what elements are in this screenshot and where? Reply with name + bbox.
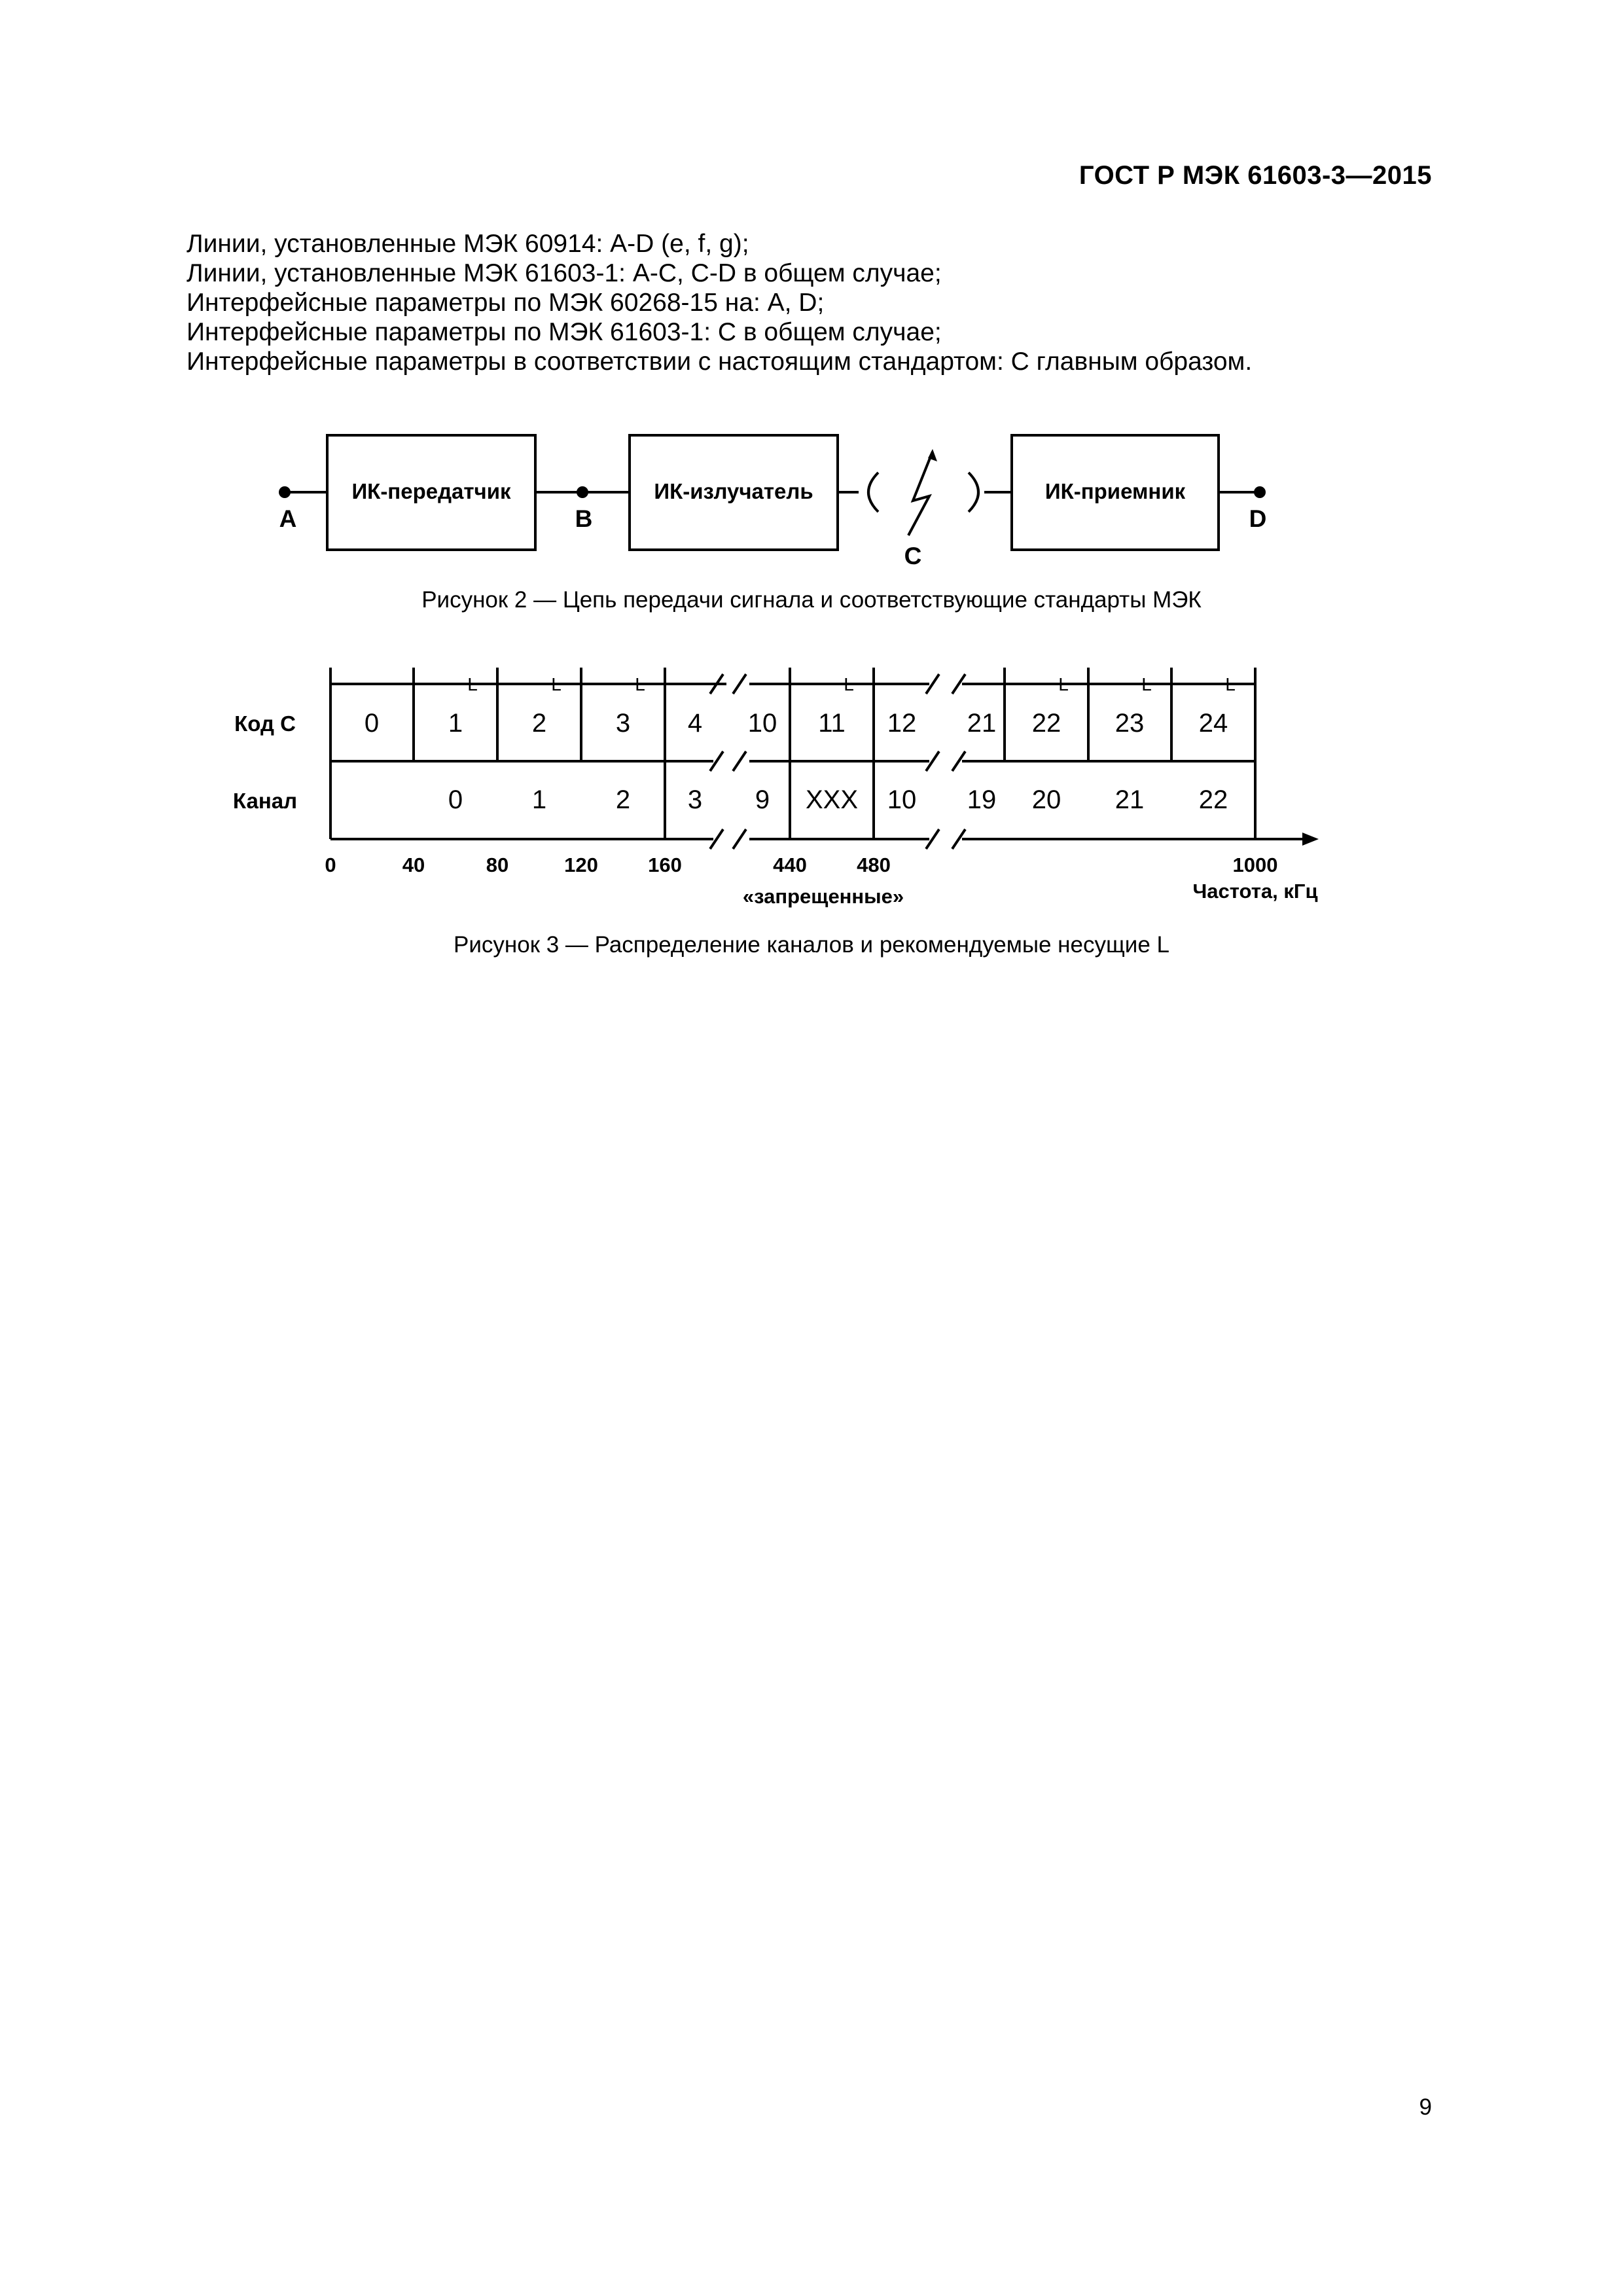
axis-arrow-icon (1302, 833, 1319, 846)
point-d-label: D (1249, 505, 1267, 532)
code-value: 0 (364, 709, 380, 738)
code-row-label: Код С (234, 711, 296, 736)
channel-value: 2 (615, 785, 631, 814)
channel-value: 10 (887, 785, 917, 814)
channel-value: XXX (805, 785, 859, 814)
ir-link-icon (908, 452, 933, 535)
figure3-caption: Рисунок 3 — Распределение каналов и рекомендуемые несущие L (454, 932, 1169, 958)
channel-value: 20 (1031, 785, 1061, 814)
frequency-tick: 1000 (1232, 853, 1278, 876)
point-b-dot (577, 486, 588, 498)
figure3-diagram (330, 668, 1309, 849)
frequency-ticks (325, 853, 1277, 876)
intro-line: Линии, установленные МЭК 61603-1: A-C, C-D в общем случае; (187, 259, 942, 287)
code-value: 2 (531, 709, 547, 738)
point-c-label: C (904, 543, 922, 569)
code-value: 1 (448, 709, 463, 738)
break-mark (733, 674, 746, 694)
receiver-label: ИК-приемник (1044, 479, 1186, 503)
page-number: 9 (1419, 2094, 1432, 2120)
channel-row-label: Канал (232, 789, 298, 813)
carrier-l-label: L (844, 674, 854, 694)
code-value: 3 (615, 709, 631, 738)
transmitter-label: ИК-передатчик (351, 479, 511, 503)
channel-value: 3 (687, 785, 703, 814)
intro-line: Интерфейсные параметры по МЭК 61603-1: C в общем случае; (187, 318, 942, 346)
carrier-l-label: L (1058, 674, 1069, 694)
point-d-dot (1254, 486, 1266, 498)
carrier-l-label: L (1225, 674, 1236, 694)
point-a-label: A (279, 505, 297, 532)
code-value: 10 (747, 709, 777, 738)
frequency-tick: 40 (402, 853, 425, 876)
break-mark (733, 751, 746, 771)
frequency-tick: 480 (857, 853, 891, 876)
code-value: 21 (967, 709, 997, 738)
frequency-tick: 160 (648, 853, 682, 876)
channel-value: 1 (531, 785, 547, 814)
code-value: 11 (818, 709, 846, 738)
code-value: 4 (687, 709, 703, 738)
frequency-tick: 120 (564, 853, 598, 876)
code-value: 23 (1115, 709, 1145, 738)
channel-value: 19 (967, 785, 997, 814)
channel-value: 0 (448, 785, 463, 814)
channel-value: 9 (755, 785, 770, 814)
figure2-caption: Рисунок 2 — Цепь передачи сигнала и соответствующие стандарты МЭК (421, 587, 1202, 613)
intro-line: Линии, установленные МЭК 60914: A-D (e, f, g); (187, 230, 749, 258)
frequency-tick: 440 (773, 853, 807, 876)
channel-value: 21 (1115, 785, 1145, 814)
code-value: 24 (1198, 709, 1228, 738)
code-value: 12 (887, 709, 917, 738)
channel-values (448, 785, 1228, 814)
frequency-tick: 80 (486, 853, 509, 876)
frequency-axis-label: Частота, кГц (1192, 880, 1318, 903)
break-mark (733, 829, 746, 849)
code-values (365, 709, 1228, 738)
point-a-dot (279, 486, 291, 498)
carrier-l-label: L (1141, 674, 1152, 694)
intro-line: Интерфейсные параметры по МЭК 60268-15 на: A, D; (187, 289, 825, 317)
carrier-l-label: L (635, 674, 645, 694)
carrier-l-label: L (551, 674, 562, 694)
intro-line: Интерфейсные параметры в соответствии с настоящим стандартом: C главным образом. (187, 348, 1253, 376)
frequency-tick: 0 (325, 853, 336, 876)
emitter-label: ИК-излучатель (654, 479, 813, 503)
carrier-l-label: L (467, 674, 478, 694)
receiver-bracket (969, 473, 978, 512)
emitter-bracket (868, 473, 878, 512)
code-value: 22 (1031, 709, 1061, 738)
channel-value: 22 (1198, 785, 1228, 814)
document-code: ГОСТ Р МЭК 61603-3—2015 (1079, 161, 1432, 190)
forbidden-range-label: «запрещенные» (742, 885, 904, 908)
point-b-label: B (575, 505, 593, 532)
